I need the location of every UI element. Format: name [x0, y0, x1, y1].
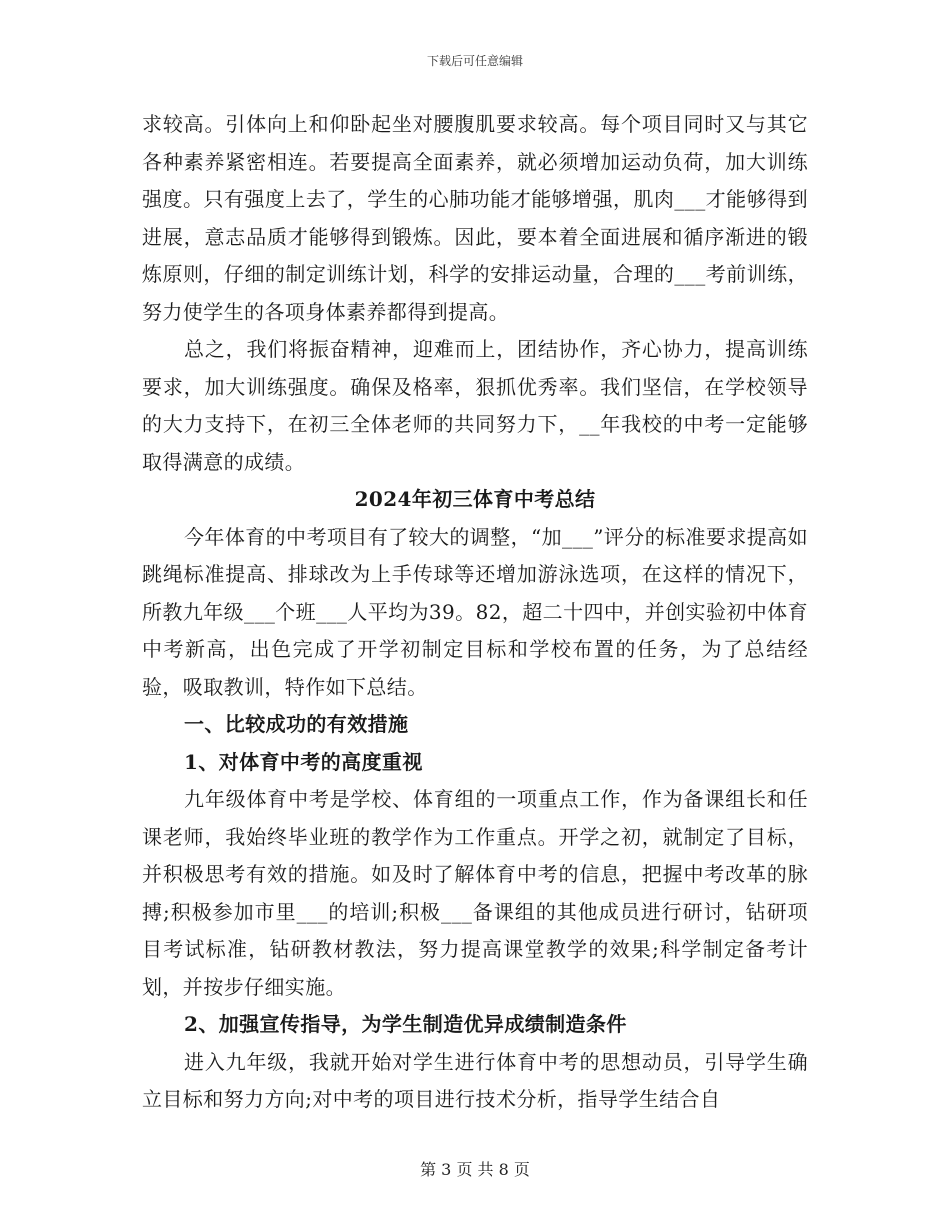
page-header: 下载后可任意编辑: [426, 54, 523, 68]
subsection-heading-2: 2、加强宣传指导，为学生制造优异成绩制造条件: [184, 1012, 627, 1036]
section-heading-1: 一、比较成功的有效措施: [184, 712, 409, 736]
paragraph-conclusion: 总之，我们将振奋精神，迎难而上，团结协作，齐心协力，提高训练要求，加大训练强度。确保及格率，狠抓优秀率。我们坚信，在学校领导的大力支持下，在初三全体老师的共同努力下，__年我校的中考一定能够取得满意的成绩。: [142, 337, 808, 474]
paragraph-continued: 求较高。引体向上和仰卧起坐对腰腹肌要求较高。每个项目同时又与其它各种素养紧密相连。若要提高全面素养，就必须增加运动负荷，加大训练强度。只有强度上去了，学生的心肺功能才能够增强，肌肉___才能够得到进展，意志品质才能够得到锻炼。因此，要本着全面进展和循序渐进的锻炼原则，仔细的制定训练计划，科学的安排运动量，合理的___考前训练，努力使学生的各项身体素养都得到提高。: [142, 112, 808, 324]
paragraph-subsection-1: 九年级体育中考是学校、体育组的一项重点工作，作为备课组长和任课老师，我始终毕业班的教学作为工作重点。开学之初，就制定了目标，并积极思考有效的措施。如及时了解体育中考的信息，把握中考改革的脉搏;积极参加市里___的培训;积极___备课组的其他成员进行研讨，钻研项目考试标准，钻研教材教法，努力提高课堂教学的效果;科学制定备考计划，并按步仔细实施。: [142, 787, 808, 999]
subsection-heading-1: 1、对体育中考的高度重视: [184, 749, 423, 774]
document-body: [142, 106, 808, 1119]
paragraph-intro: 今年体育的中考项目有了较大的调整，“加___”评分的标准要求提高如跳绳标准提高、排球改为上手传球等还增加游泳选项，在这样的情况下，所教九年级___个班___人平均为39。82，超二十四中，并创实验初中体育中考新高，出色完成了开学初制定目标和学校布置的任务，为了总结经验，吸取教训，特作如下总结。: [142, 524, 808, 699]
document-title: 2024年初三体育中考总结: [354, 487, 596, 511]
page-number: 第 3 页 共 8 页: [420, 1160, 530, 1179]
paragraph-subsection-2: 进入九年级，我就开始对学生进行体育中考的思想动员，引导学生确立目标和努力方向;对中考的项目进行技术分析，指导学生结合自: [142, 1049, 808, 1111]
